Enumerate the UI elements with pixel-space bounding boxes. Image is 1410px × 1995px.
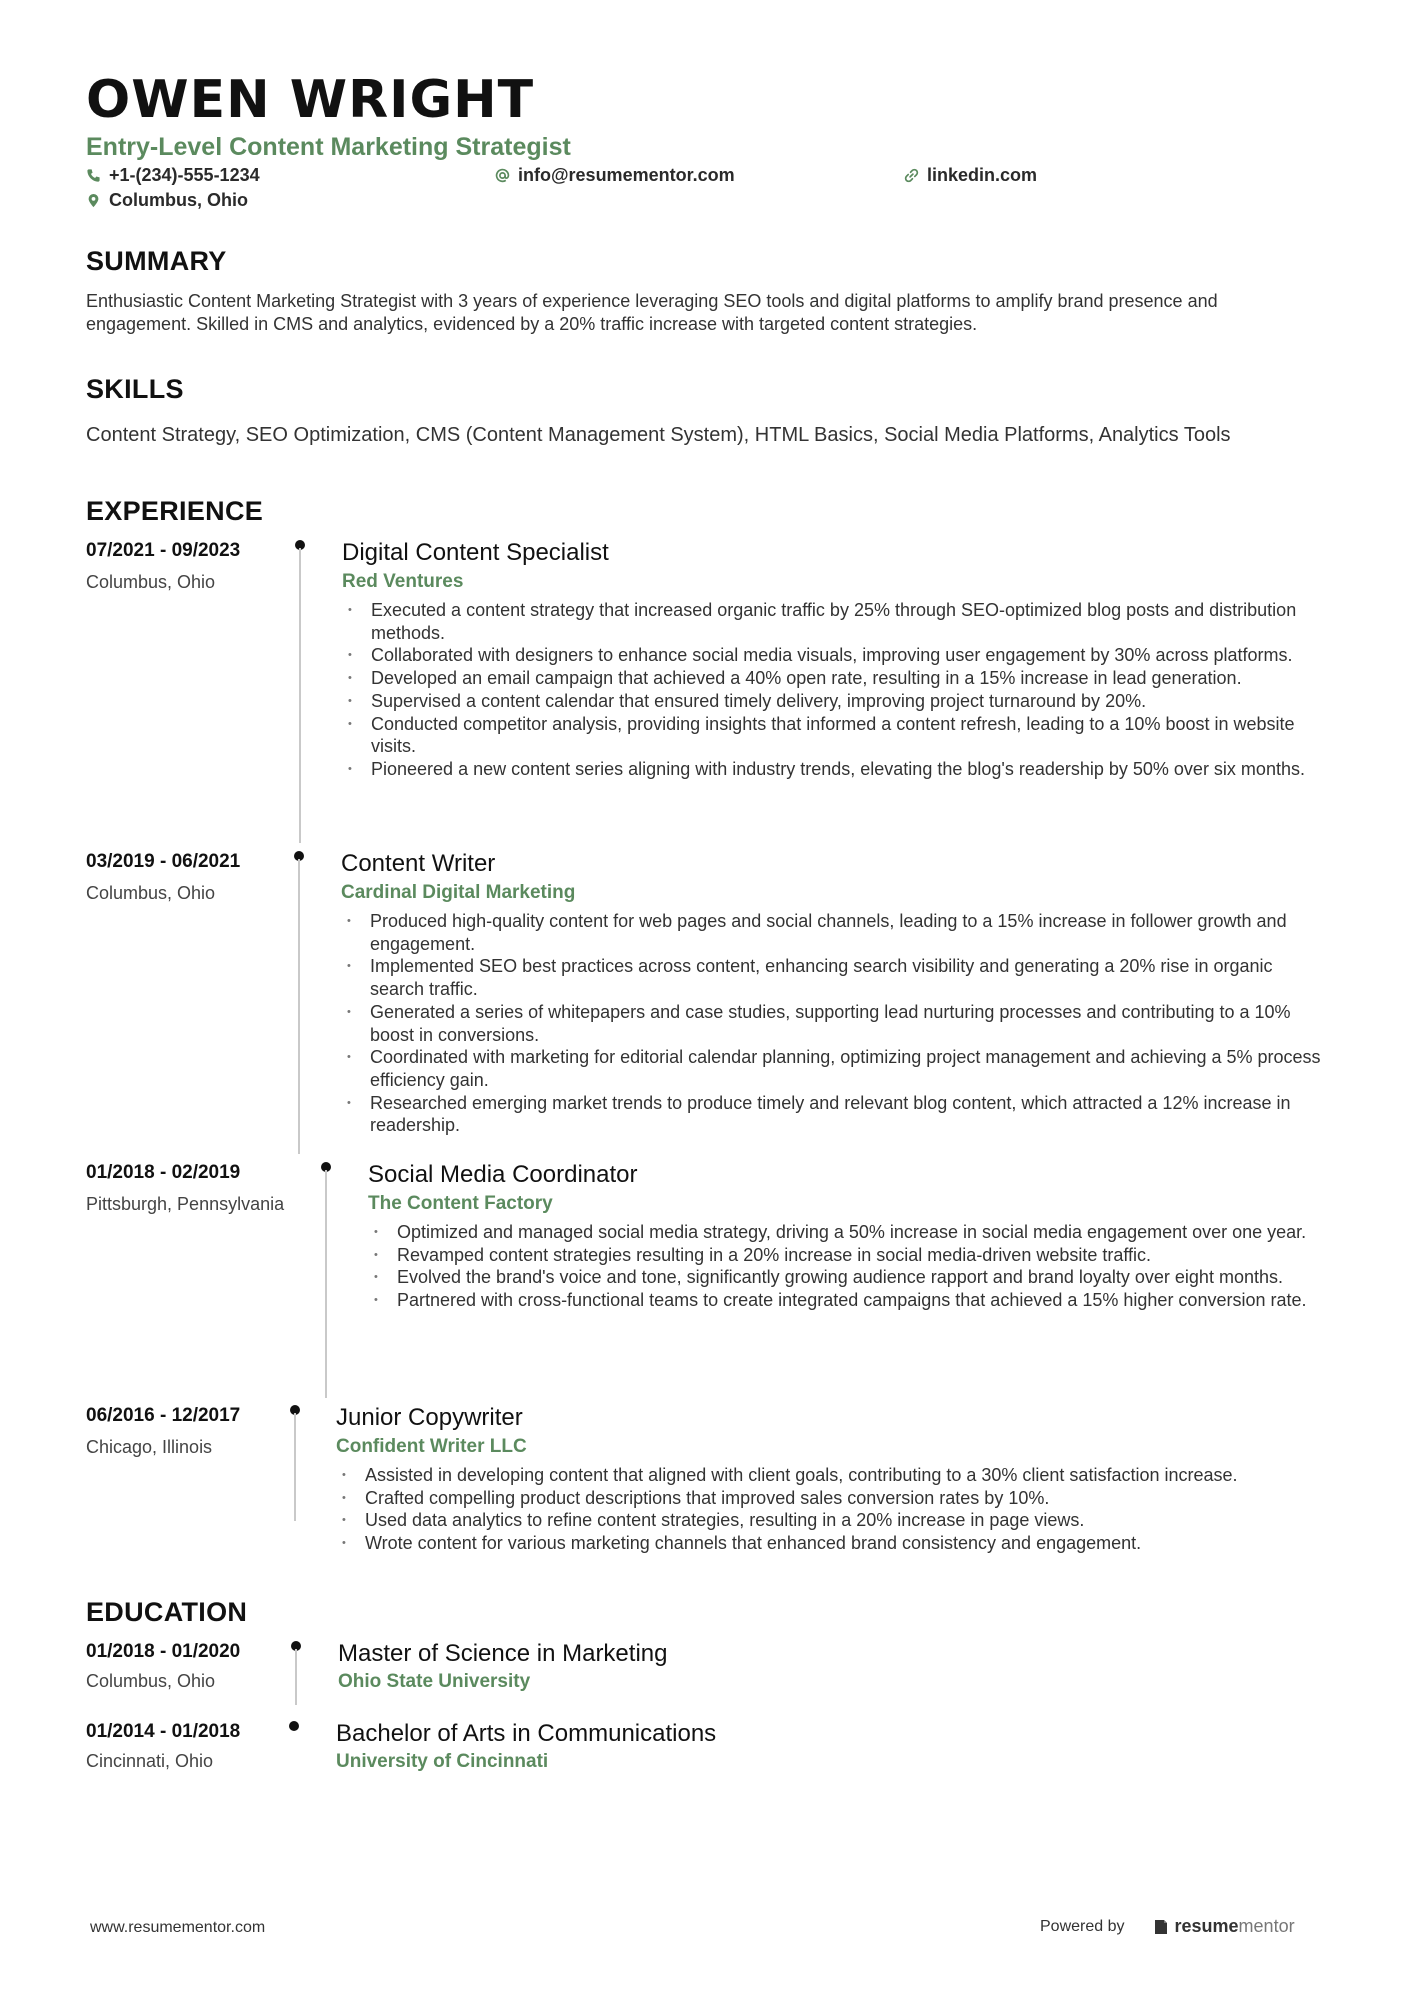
timeline-line xyxy=(298,859,300,1154)
job-title: Social Media Coordinator xyxy=(368,1161,638,1188)
summary-title: SUMMARY xyxy=(86,246,227,276)
entry-location: Cincinnati, Ohio xyxy=(86,1751,214,1771)
experience-title: EXPERIENCE xyxy=(86,496,264,526)
bullet-item: • Supervised a content calendar that ensured timely delivery, improving project turnaround by 20%. xyxy=(342,690,1326,713)
school-name: University of Cincinnati xyxy=(336,1751,549,1772)
bullet-item: • Conducted competitor analysis, providing insights that informed a content refresh, leading to a 10% boost in website visits. xyxy=(342,713,1326,758)
degree-title: Bachelor of Arts in Communications xyxy=(336,1720,717,1747)
footer-website[interactable]: www.resumementor.com xyxy=(90,1919,266,1936)
entry-body xyxy=(342,539,1326,781)
bullet-item: • Optimized and managed social media strategy, driving a 50% increase in social media engagement over one year. xyxy=(368,1221,1326,1244)
entry-location: Columbus, Ohio xyxy=(86,1671,216,1691)
summary-text: Enthusiastic Content Marketing Strategist with 3 years of experience leveraging SEO tools and digital platforms to amplify brand presence and engagement. Skilled in CMS and analytics, evidenced by a 20% traffic increase with targeted content strategies. xyxy=(86,291,1218,334)
entry-dates: 07/2021 - 09/2023 xyxy=(86,540,241,561)
bullet-item: • Developed an email campaign that achieved a 40% open rate, resulting in a 15% increase in lead generation. xyxy=(342,667,1326,690)
job-title: Junior Copywriter xyxy=(336,1404,523,1431)
job-title: Content Writer xyxy=(341,850,496,877)
company-name: Confident Writer LLC xyxy=(336,1436,527,1457)
brand-logo[interactable] xyxy=(1153,1916,1295,1937)
entry-dates: 03/2019 - 06/2021 xyxy=(86,851,241,872)
bullet-item: • Revamped content strategies resulting in a 20% increase in social media-driven website traffic. xyxy=(368,1244,1326,1267)
entry-dates: 06/2016 - 12/2017 xyxy=(86,1405,241,1426)
entry-body xyxy=(368,1161,1326,1312)
timeline-line xyxy=(325,1170,327,1398)
location-text: Columbus, Ohio xyxy=(109,190,248,210)
footer-powered xyxy=(1040,1916,1295,1937)
bullet-item: • Crafted compelling product descriptions that improved sales conversion rates by 10%. xyxy=(336,1487,1326,1510)
education-title: EDUCATION xyxy=(86,1597,248,1627)
candidate-role: Entry-Level Content Marketing Strategist xyxy=(86,133,571,161)
entry-body xyxy=(336,1404,1326,1555)
entry-location: Chicago, Illinois xyxy=(86,1437,213,1457)
bullet-item: • Coordinated with marketing for editorial calendar planning, optimizing project management and achieving a 5% process efficiency gain. xyxy=(341,1046,1326,1091)
bullet-item: • Pioneered a new content series aligning with industry trends, elevating the blog's readership by 50% over six months. xyxy=(342,758,1326,781)
bullet-item: • Generated a series of whitepapers and case studies, supporting lead nurturing processes and contributing to a 10% boost in conversions. xyxy=(341,1001,1326,1046)
bullet-list xyxy=(341,910,1326,1137)
entry-dates: 01/2018 - 01/2020 xyxy=(86,1641,241,1662)
degree-title: Master of Science in Marketing xyxy=(338,1640,668,1667)
bullet-item: • Produced high-quality content for web pages and social channels, leading to a 15% increase in follower growth and engagement. xyxy=(341,910,1326,955)
bullet-item: • Used data analytics to refine content strategies, resulting in a 20% increase in page views. xyxy=(336,1509,1326,1532)
entry-dates: 01/2018 - 02/2019 xyxy=(86,1162,241,1183)
contact-location xyxy=(86,190,248,211)
phone-icon xyxy=(86,168,101,183)
company-name: The Content Factory xyxy=(368,1193,553,1214)
bullet-list xyxy=(342,599,1326,781)
entry-body xyxy=(336,1720,1326,1779)
entry-body xyxy=(341,850,1326,1137)
bullet-item: • Collaborated with designers to enhance social media visuals, improving user engagement by 30% across platforms. xyxy=(342,644,1326,667)
brand-name-a: resume xyxy=(1174,1916,1239,1936)
entry-location: Columbus, Ohio xyxy=(86,883,216,903)
bullet-item: • Partnered with cross-functional teams to create integrated campaigns that achieved a 15% higher conversion rate. xyxy=(368,1289,1326,1312)
bullet-item: • Assisted in developing content that aligned with client goals, contributing to a 30% client satisfaction increase. xyxy=(336,1464,1326,1487)
skills-text: Content Strategy, SEO Optimization, CMS (Content Management System), HTML Basics, Social Media Platforms, Analytics Tools xyxy=(86,424,1231,446)
timeline-dot xyxy=(289,1721,299,1731)
bullet-item: • Wrote content for various marketing channels that enhanced brand consistency and engagement. xyxy=(336,1532,1326,1555)
bullet-item: • Implemented SEO best practices across content, enhancing search visibility and generating a 20% rise in organic search traffic. xyxy=(341,955,1326,1000)
linkedin-text: linkedin.com xyxy=(927,165,1038,185)
entry-location: Pittsburgh, Pennsylvania xyxy=(86,1194,285,1214)
contact-linkedin[interactable] xyxy=(904,165,1037,186)
brand-name-b: mentor xyxy=(1238,1916,1295,1936)
skills-title: SKILLS xyxy=(86,374,184,404)
bullet-list xyxy=(368,1221,1326,1312)
school-name: Ohio State University xyxy=(338,1671,531,1692)
entry-dates: 01/2014 - 01/2018 xyxy=(86,1721,241,1742)
job-title: Digital Content Specialist xyxy=(342,539,609,566)
contact-email[interactable] xyxy=(495,165,735,186)
map-pin-icon xyxy=(86,193,101,208)
timeline-line xyxy=(295,1649,297,1705)
entry-body xyxy=(338,1640,1326,1699)
email-text: info@resumementor.com xyxy=(518,165,735,185)
contact-phone xyxy=(86,165,260,186)
at-icon xyxy=(495,168,510,183)
company-name: Red Ventures xyxy=(342,571,464,592)
phone-text: +1-(234)-555-1234 xyxy=(109,165,260,185)
entry-location: Columbus, Ohio xyxy=(86,572,216,592)
bullet-item: • Evolved the brand's voice and tone, significantly growing audience rapport and brand loyalty over eight months. xyxy=(368,1266,1326,1289)
bullet-item: • Researched emerging market trends to produce timely and relevant blog content, which attracted a 12% increase in readership. xyxy=(341,1092,1326,1137)
bullet-item: • Executed a content strategy that increased organic traffic by 25% through SEO-optimized blog posts and distribution methods. xyxy=(342,599,1326,644)
timeline-line xyxy=(299,548,301,843)
bullet-list xyxy=(336,1464,1326,1555)
powered-by-label: Powered by xyxy=(1040,1917,1125,1935)
company-name: Cardinal Digital Marketing xyxy=(341,882,576,903)
timeline-line xyxy=(294,1413,296,1521)
resumementor-logo-icon xyxy=(1153,1918,1169,1936)
link-icon xyxy=(904,168,919,183)
candidate-name: OWEN WRIGHT xyxy=(86,70,535,130)
